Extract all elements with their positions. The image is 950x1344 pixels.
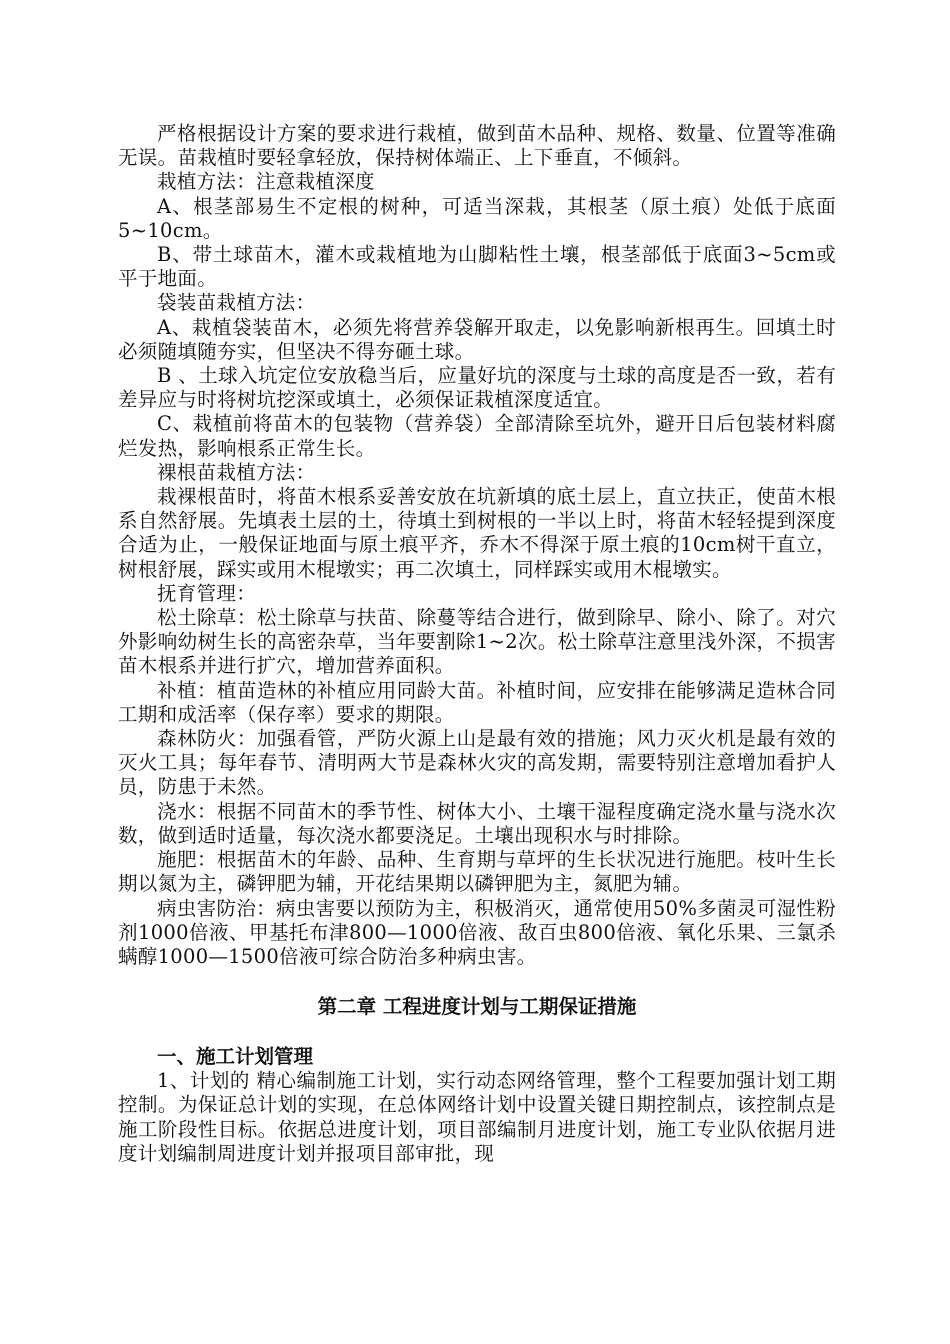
paragraph-pest-control: 病虫害防治：病虫害要以预防为主，积极消灭，通常使用50%多菌灵可湿性粉剂1000倍液、甲基托布津800—1000倍液、敌百虫800倍液、氧化乐果、三氯杀螨醇1000—1500倍液可综合防治多种病虫害。 [118, 896, 836, 968]
paragraph-bagged-heading: 袋装苗栽植方法： [157, 291, 316, 315]
paragraph-method-b: B、带土球苗木，灌木或栽植地为山脚粘性土壤，根茎部低于底面3~5cm或平于地面。 [118, 243, 836, 291]
section-title: 一、施工计划管理 [157, 1045, 314, 1069]
paragraph-fertilizing: 施肥：根据苗木的年龄、品种、生育期与草坪的生长状况进行施肥。枝叶生长期以氮为主，磷钾肥为辅，开花结果期以磷钾肥为主，氮肥为辅。 [118, 848, 836, 896]
paragraph-bagged-c: C、栽植前将苗木的包装物（营养袋）全部清除至坑外，避开日后包装材料腐烂发热，影响根系正常生长。 [118, 412, 836, 460]
paragraph-bagged-b: B 、土球入坑定位安放稳当后，应量好坑的深度与土球的高度是否一致，若有差异应与时将树坑挖深或填土，必须保证栽植深度适宜。 [118, 364, 836, 412]
document-page [118, 122, 836, 1166]
paragraph-planting-method: 栽植方法：注意栽植深度 [157, 170, 375, 194]
paragraph-plan-management: 1、计划的 精心编制施工计划，实行动态网络管理，整个工程要加强计划工期控制。为保证总计划的实现，在总体网络计划中设置关键日期控制点，该控制点是施工阶段性目标。依据总进度计划，项目部编制月进度计划，施工专业队依据月进度计划编制周进度计划并报项目部审批，现 [118, 1069, 836, 1165]
paragraph-bareroot-method: 栽裸根苗时，将苗木根系妥善安放在坑新填的底土层上，直立扶正，使苗木根系自然舒展。先填表土层的土，待填土到树根的一半以上时，将苗木轻轻提到深度合适为止，一般保证地面与原土痕平齐，乔木不得深于原土痕的10cm树干直立，树根舒展，踩实或用木棍墩实；再二次填土，同样踩实或用木棍墩实。 [118, 485, 836, 581]
chapter-title: 第二章 工程进度计划与工期保证措施 [317, 995, 637, 1019]
paragraph-method-a: A、根茎部易生不定根的树种，可适当深栽，其根茎（原土痕）处低于底面5~10cm。 [118, 194, 836, 242]
paragraph-fire-prevention: 森林防火：加强看管，严防火源上山是最有效的措施；风力灭火机是最有效的灭火工具；每年春节、清明两大节是森林火灾的高发期，需要特别注意增加看护人员，防患于未然。 [118, 727, 836, 799]
paragraph-planting-requirements: 严格根据设计方案的要求进行栽植，做到苗木品种、规格、数量、位置等准确无误。苗栽植时要轻拿轻放，保持树体端正、上下垂直，不倾斜。 [118, 122, 836, 170]
paragraph-watering: 浇水：根据不同苗木的季节性、树体大小、土壤干湿程度确定浇水量与浇水次数，做到适时适量，每次浇水都要浇足。土壤出现积水与时排除。 [118, 799, 836, 847]
paragraph-tending-heading: 抚育管理： [157, 581, 257, 605]
paragraph-bareroot-heading: 裸根苗栽植方法： [157, 460, 316, 484]
paragraph-weeding: 松土除草：松土除草与扶苗、除蔓等结合进行，做到除早、除小、除了。对穴外影响幼树生长的高密杂草，当年要割除1~2次。松土除草注意里浅外深，不损害苗木根系并进行扩穴，增加营养面积。 [118, 606, 836, 678]
paragraph-replanting: 补植：植苗造林的补植应用同龄大苗。补植时间，应安排在能够满足造林合同工期和成活率（保存率）要求的期限。 [118, 678, 836, 726]
paragraph-bagged-a: A、栽植袋装苗木，必须先将营养袋解开取走，以免影响新根再生。回填土时必须随填随夯实，但坚决不得夯砸土球。 [118, 315, 836, 363]
